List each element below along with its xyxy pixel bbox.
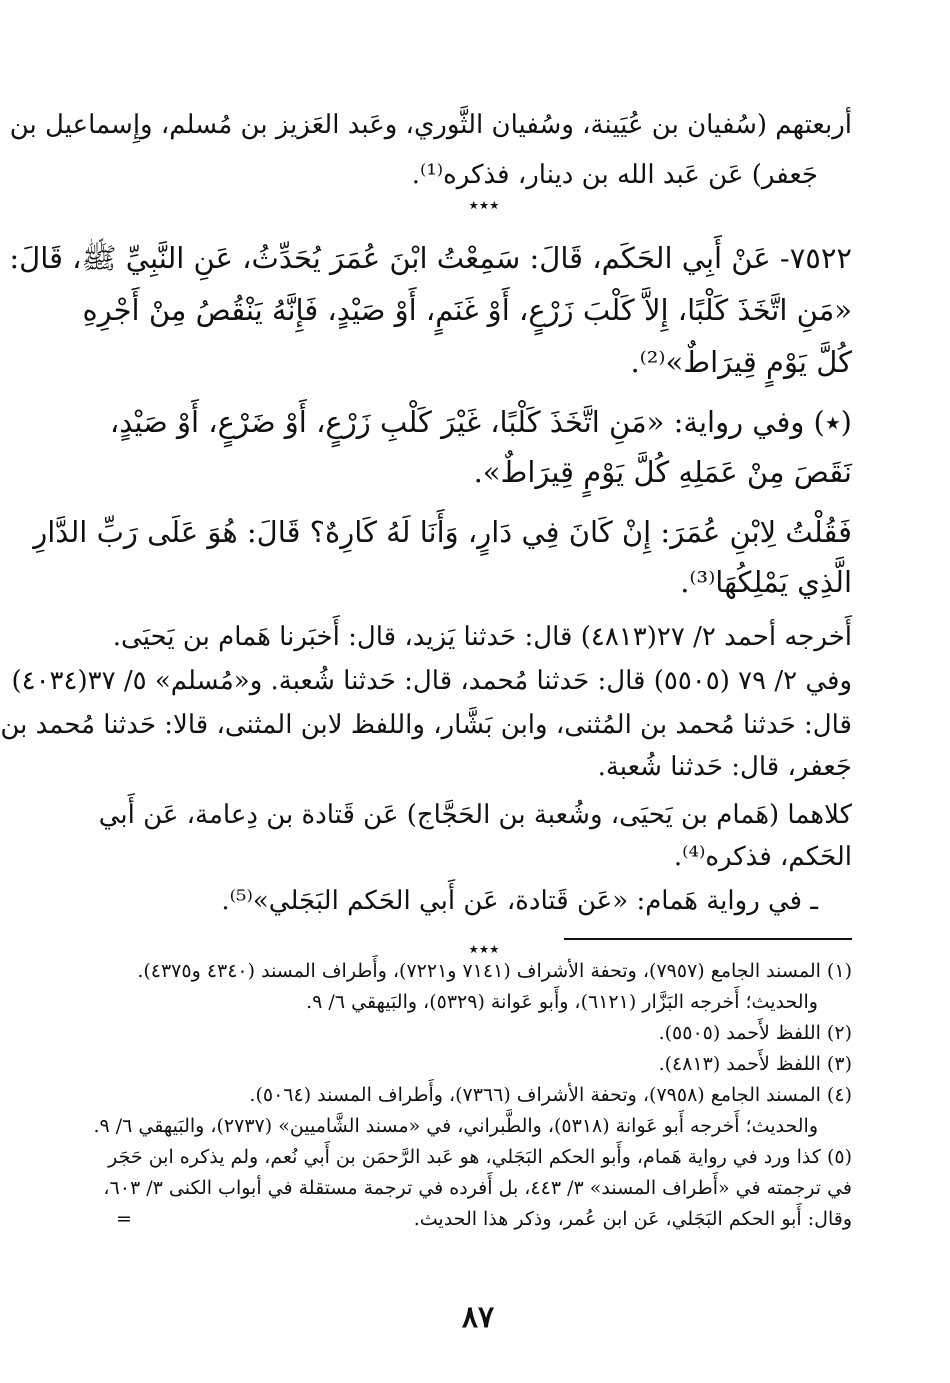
body-line: أربعتهم (سُفيان بن عُيَينة، وسُفيان الثَّوري، وعَبد العَزيز بن مُسلم، وإِسماعيل بن: [9, 110, 852, 140]
page-number: ٨٧: [461, 1300, 495, 1335]
takhrij-line: أَخرجه أحمد ٢/ ٢٧(٤٨١٣) قال: حَدثنا يَزيد، قال: أَخبَرنا هَمام بن يَحيَى.: [112, 622, 852, 652]
hadith-line: «مَنِ اتَّخَذَ كَلْبًا، إِلاَّ كَلْبَ زَرْعٍ، أَوْ غَنَمٍ، أَوْ صَيْدٍ، فَإِنَّهُ يَنْقُصُ مِنْ أَجْرِهِ: [82, 293, 852, 327]
takhrij-line: ـ في رواية هَمام: «عَن قَتادة، عَن أَبي الحَكم البَجَلي»⁽⁵⁾.: [221, 886, 818, 916]
footnote: [116, 1210, 852, 1229]
takhrij-line: جَعفر، قال: حَدثنا شُعبة.: [597, 752, 852, 782]
continuation-mark: =: [116, 1208, 132, 1230]
page-body: [0, 110, 852, 970]
footnote: (٥) كذا ورد في رواية هَمام، وأَبو الحكم البَجَلي، هو عَبد الرَّحمَن بن أَبي نُعم، ولم يذكره ابن حَجَر: [108, 1146, 852, 1168]
takhrij-line: كلاهما (هَمام بن يَحيَى، وشُعبة بن الحَجَّاج) عَن قَتادة بن دِعامة، عَن أَبي: [98, 800, 852, 830]
footnote: (٢) اللفظ لأَحمد (٥٥٠٥).: [658, 1022, 852, 1044]
hadith-line: فَقُلْتُ لِابْنِ عُمَرَ: إِنْ كَانَ فِي دَارٍ، وَأَنَا لَهُ كَارِهٌ؟ قَالَ: هُوَ عَلَى رَبِّ الدَّارِ: [33, 515, 852, 549]
hadith-line: الَّذِي يَمْلِكُهَا⁽³⁾.: [680, 565, 852, 599]
footnote: والحديث؛ أَخرجه أَبو عَوانة (٥٣١٨)، والطَّبراني، في «مسند الشَّاميين» (٢٧٣٧)، والبَيهقي ٦/ ٩.: [93, 1115, 818, 1137]
footnotes: [93, 960, 852, 1241]
takhrij-line: الحَكم، فذكره⁽⁴⁾.: [673, 842, 852, 872]
hadith-line: ٧٥٢٢- عَنْ أَبِي الحَكَم، قَالَ: سَمِعْتُ ابْنَ عُمَرَ يُحَدِّثُ، عَنِ النَّبِيِّ ﷺ، قَالَ:: [9, 241, 852, 275]
section-separator: ٭٭٭: [468, 938, 500, 960]
hadith-line: (٭) وفي رواية: «مَنِ اتَّخَذَ كَلْبًا، غَيْرَ كَلْبِ زَرْعٍ، أَوْ ضَرْعٍ، أَوْ صَيْدٍ،: [109, 405, 852, 439]
takhrij-line: قال: حَدثنا مُحمد بن المُثنى، وابن بَشَّار، واللفظ لابن المثنى، قالا: حَدثنا مُحمد بن: [0, 710, 852, 740]
footnote: في ترجمته في «أَطراف المسند» ٣/ ٤٤٣، بل أَفرده في ترجمة مستقلة في أبواب الكنى ٣/ ٦٠٣،: [103, 1177, 852, 1199]
hadith-line: كُلَّ يَوْمٍ قِيرَاطٌ»⁽²⁾.: [630, 345, 852, 379]
takhrij-line: وفي ٢/ ٧٩ (٥٥٠٥) قال: حَدثنا مُحمد، قال: حَدثنا شُعبة. و«مُسلم» ٥/ ٣٧(٤٠٣٤): [11, 666, 852, 696]
footnote: (٣) اللفظ لأَحمد (٤٨١٣).: [658, 1053, 852, 1075]
footnote: والحديث؛ أَخرجه البَزَّار (٦١٢١)، وأَبو عَوانة (٥٣٢٩)، والبَيهقي ٦/ ٩.: [306, 991, 818, 1013]
body-line: جَعفر) عَن عَبد الله بن دينار، فذكره⁽¹⁾.: [411, 160, 818, 190]
section-separator: ٭٭٭: [468, 194, 500, 216]
hadith-line: نَقَصَ مِنْ عَمَلِهِ كُلَّ يَوْمٍ قِيرَاطٌ».: [473, 455, 852, 489]
footnote: (١) المسند الجامع (٧٩٥٧)، وتحفة الأشراف (٧١٤١ و٧٢٢١)، وأَطراف المسند (٤٣٤٠ و٤٣٧٥).: [137, 960, 852, 982]
footnote-rule: [564, 938, 852, 940]
footnote: (٤) المسند الجامع (٧٩٥٨)، وتحفة الأشراف (٧٣٦٦)، وأَطراف المسند (٥٠٦٤).: [249, 1084, 852, 1106]
footnote-last-line: وقال: أَبو الحكم البَجَلي، عَن ابن عُمر، وذكر هذا الحديث.: [413, 1208, 852, 1230]
